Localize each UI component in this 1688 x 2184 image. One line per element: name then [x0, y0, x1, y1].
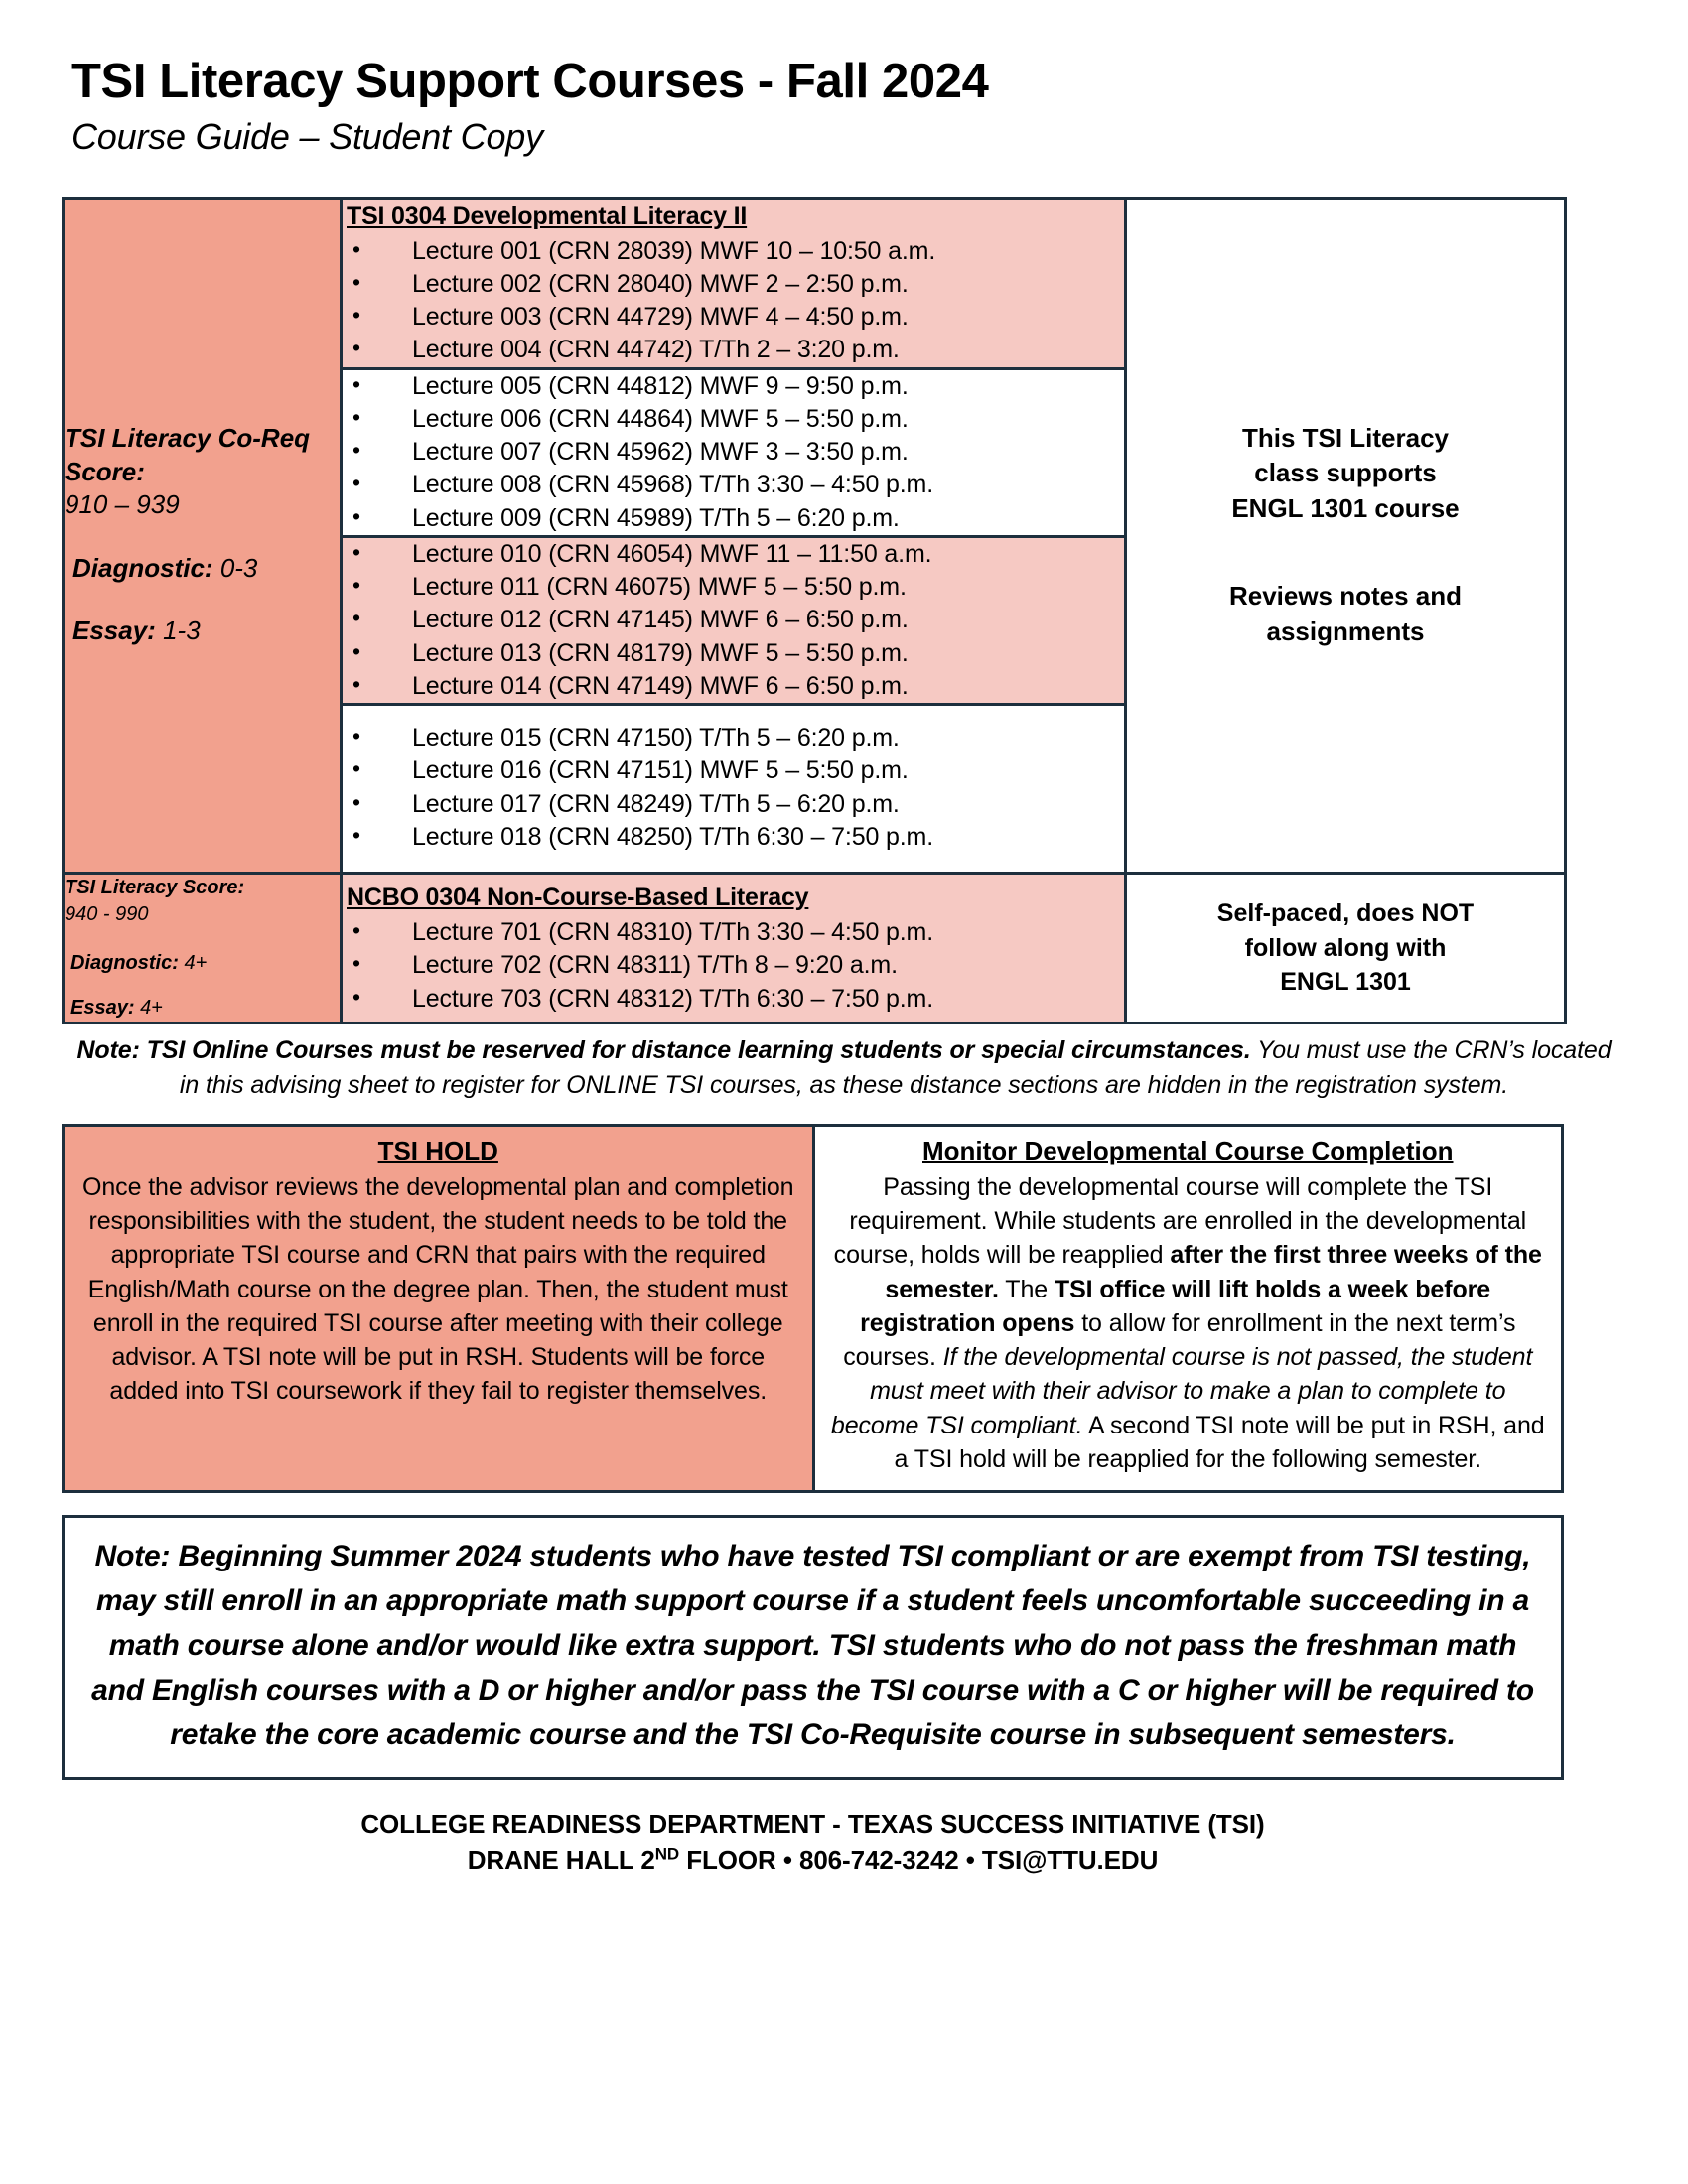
- list-item: • Lecture 012 (CRN 47145) MWF 6 – 6:50 p.m.: [343, 604, 1124, 636]
- list-item: • Lecture 002 (CRN 28040) MWF 2 – 2:50 p.m.: [343, 268, 1124, 301]
- essay-label: Essay:: [72, 615, 156, 646]
- monitor-completion-box: [815, 1127, 1562, 1490]
- online-courses-note: [70, 1033, 1618, 1102]
- list-item: • Lecture 005 (CRN 44812) MWF 9 – 9:50 p.m.: [343, 370, 1124, 403]
- summer-2024-note-box: Note: Beginning Summer 2024 students who have tested TSI compliant or are exempt from TSI testing, may still enroll in an appropriate math support course if a student feels uncomfortable succeeding in a math course alone and/or would like extra support. TSI students who do not pass the freshman math and English courses with a D or higher and/or pass the TSI course with a C or higher will be required to retake the core academic course and the TSI Co-Requisite course in subsequent semesters.: [62, 1515, 1564, 1780]
- list-item: • Lecture 004 (CRN 44742) T/Th 2 – 3:20 p.m.: [343, 334, 1124, 366]
- ncbo-note-line: Self-paced, does NOT: [1216, 899, 1475, 928]
- monitor-seg-7: A second TSI note will be put in RSH, and a TSI hold will be reapplied for the following semester.: [894, 1411, 1545, 1473]
- ncbo-score-criteria-cell: [64, 874, 342, 1024]
- list-item: • Lecture 702 (CRN 48311) T/Th 8 – 9:20 a.m.: [343, 949, 1124, 982]
- support-note-line: Reviews notes and: [1228, 581, 1463, 612]
- diagnostic-line: [70, 950, 340, 977]
- lecture-group-cell: [342, 705, 1126, 874]
- essay-label: Essay:: [70, 997, 135, 1020]
- score-value: 940 - 990: [65, 903, 149, 926]
- support-note-cell: [1126, 198, 1566, 874]
- table-row: [64, 198, 1566, 368]
- lecture-list: [343, 538, 1124, 703]
- lecture-list: [343, 722, 1124, 854]
- ncbo-lecture-group-cell: [342, 874, 1126, 1024]
- list-item: • Lecture 009 (CRN 45989) T/Th 5 – 6:20 p.m.: [343, 502, 1124, 535]
- page-title: TSI Literacy Support Courses - Fall 2024: [71, 55, 989, 108]
- tsi-hold-title: TSI HOLD: [377, 1136, 498, 1166]
- tsi-hold-body: Once the advisor reviews the developmental plan and completion responsibilities with the student, the student needs to be told the appropriate TSI course and CRN that pairs with the required English/Math course on the degree plan. Then, the student must enroll in the required TSI course after meeting with their college advisor. A TSI note will be put in RSH. Students will be force added into TSI coursework if they fail to register themselves.: [82, 1172, 794, 1406]
- list-item: • Lecture 006 (CRN 44864) MWF 5 – 5:50 p.m.: [343, 403, 1124, 436]
- spacer: [65, 977, 340, 995]
- list-item: • Lecture 015 (CRN 47150) T/Th 5 – 6:20 p.m.: [343, 722, 1124, 754]
- monitor-completion-title: Monitor Developmental Course Completion: [922, 1136, 1454, 1166]
- monitor-seg-5: to allow for enrollment in the next term’s courses.: [843, 1308, 1516, 1372]
- essay-value: 4+: [140, 997, 163, 1020]
- tsi-hold-box: [65, 1127, 815, 1490]
- ncbo-note-line: ENGL 1301: [1280, 968, 1411, 997]
- support-note-line: class supports: [1254, 458, 1437, 488]
- course-heading: TSI 0304 Developmental Literacy II: [347, 202, 748, 230]
- list-item: • Lecture 701 (CRN 48310) T/Th 3:30 – 4:50 p.m.: [343, 916, 1124, 949]
- monitor-seg-4-bold: TSI office will lift holds a week before registration opens: [860, 1275, 1491, 1337]
- diagnostic-value: 4+: [184, 952, 208, 975]
- table-row: [64, 874, 1566, 1024]
- course-heading: NCBO 0304 Non-Course-Based Literacy: [347, 884, 809, 912]
- info-boxes-row: [62, 1124, 1564, 1493]
- monitor-seg-1: Passing the developmental course will complete the TSI requirement. While students are enrolled in the developmental course, holds will be reapplied: [833, 1172, 1527, 1270]
- list-item: • Lecture 001 (CRN 28039) MWF 10 – 10:50 a.m.: [343, 235, 1124, 268]
- page-subtitle: Course Guide – Student Copy: [71, 116, 543, 158]
- spacer: [65, 928, 340, 950]
- monitor-seg-2-bold: after the first three weeks of the semester.: [885, 1241, 1542, 1303]
- spacer: [1127, 527, 1564, 579]
- footer-line-2-pre: DRANE HALL 2: [467, 1844, 655, 1875]
- diagnostic-value: 0-3: [219, 552, 258, 583]
- list-item: • Lecture 011 (CRN 46075) MWF 5 – 5:50 p.m.: [343, 571, 1124, 604]
- online-note-bold: Note: TSI Online Courses must be reserved for distance learning students or special circumstances.: [76, 1036, 1251, 1065]
- monitor-seg-3: The: [998, 1275, 1055, 1303]
- spacer: [65, 585, 340, 614]
- score-value: 910 – 939: [65, 488, 180, 519]
- score-label: TSI Literacy Co-Req Score:: [65, 423, 311, 486]
- lecture-group-cell: [342, 198, 1126, 368]
- essay-line: [70, 995, 340, 1022]
- diagnostic-label: Diagnostic:: [70, 952, 179, 975]
- list-item: • Lecture 007 (CRN 45962) MWF 3 – 3:50 p.m.: [343, 436, 1124, 469]
- list-item: • Lecture 016 (CRN 47151) MWF 5 – 5:50 p.m.: [343, 754, 1124, 787]
- diagnostic-line: [72, 552, 340, 586]
- footer-ordinal-suffix: ND: [654, 1844, 680, 1864]
- footer: [62, 1806, 1564, 1879]
- essay-line: [72, 614, 340, 648]
- list-item: • Lecture 703 (CRN 48312) T/Th 6:30 – 7:50 p.m.: [343, 983, 1124, 1016]
- diagnostic-label: Diagnostic:: [72, 552, 213, 583]
- footer-line-2: [62, 1843, 1564, 1879]
- ncbo-note-cell: [1126, 874, 1566, 1024]
- course-schedule-table: [62, 197, 1567, 1025]
- lecture-group-cell: [342, 368, 1126, 536]
- online-note-rest: You must use the CRN’s located in this advising sheet to register for ONLINE TSI courses, as these distance sections are hidden in the registration system.: [179, 1036, 1612, 1099]
- support-note-line: This TSI Literacy: [1241, 422, 1450, 453]
- list-item: • Lecture 013 (CRN 48179) MWF 5 – 5:50 p.m.: [343, 637, 1124, 670]
- list-item: • Lecture 008 (CRN 45968) T/Th 3:30 – 4:50 p.m.: [343, 469, 1124, 501]
- essay-value: 1-3: [163, 615, 201, 646]
- lecture-list: [343, 235, 1124, 367]
- footer-line-2-post: FLOOR • 806-742-3242 • TSI@TTU.EDU: [679, 1844, 1159, 1875]
- list-item: • Lecture 014 (CRN 47149) MWF 6 – 6:50 p.m.: [343, 670, 1124, 703]
- score-label: TSI Literacy Score:: [65, 877, 245, 899]
- list-item: • Lecture 017 (CRN 48249) T/Th 5 – 6:20 p.m.: [343, 788, 1124, 821]
- spacer: [65, 522, 340, 552]
- lecture-list: [343, 370, 1124, 535]
- ncbo-note-line: follow along with: [1244, 933, 1447, 962]
- monitor-seg-6-italic: If the developmental course is not passed, the student must meet with their advisor to make a plan to complete to become TSI compliant.: [830, 1343, 1533, 1439]
- lecture-group-cell: [342, 536, 1126, 704]
- monitor-completion-body: [831, 1170, 1546, 1476]
- footer-line-1: COLLEGE READINESS DEPARTMENT - TEXAS SUCCESS INITIATIVE (TSI): [360, 1809, 1265, 1840]
- score-criteria-cell: [64, 198, 342, 874]
- support-note-line: assignments: [1266, 616, 1425, 647]
- support-note-line: ENGL 1301 course: [1231, 493, 1460, 524]
- list-item: • Lecture 010 (CRN 46054) MWF 11 – 11:50 a.m.: [343, 538, 1124, 571]
- list-item: • Lecture 003 (CRN 44729) MWF 4 – 4:50 p.m.: [343, 301, 1124, 334]
- lecture-list: [343, 916, 1124, 1016]
- list-item: • Lecture 018 (CRN 48250) T/Th 6:30 – 7:50 p.m.: [343, 821, 1124, 854]
